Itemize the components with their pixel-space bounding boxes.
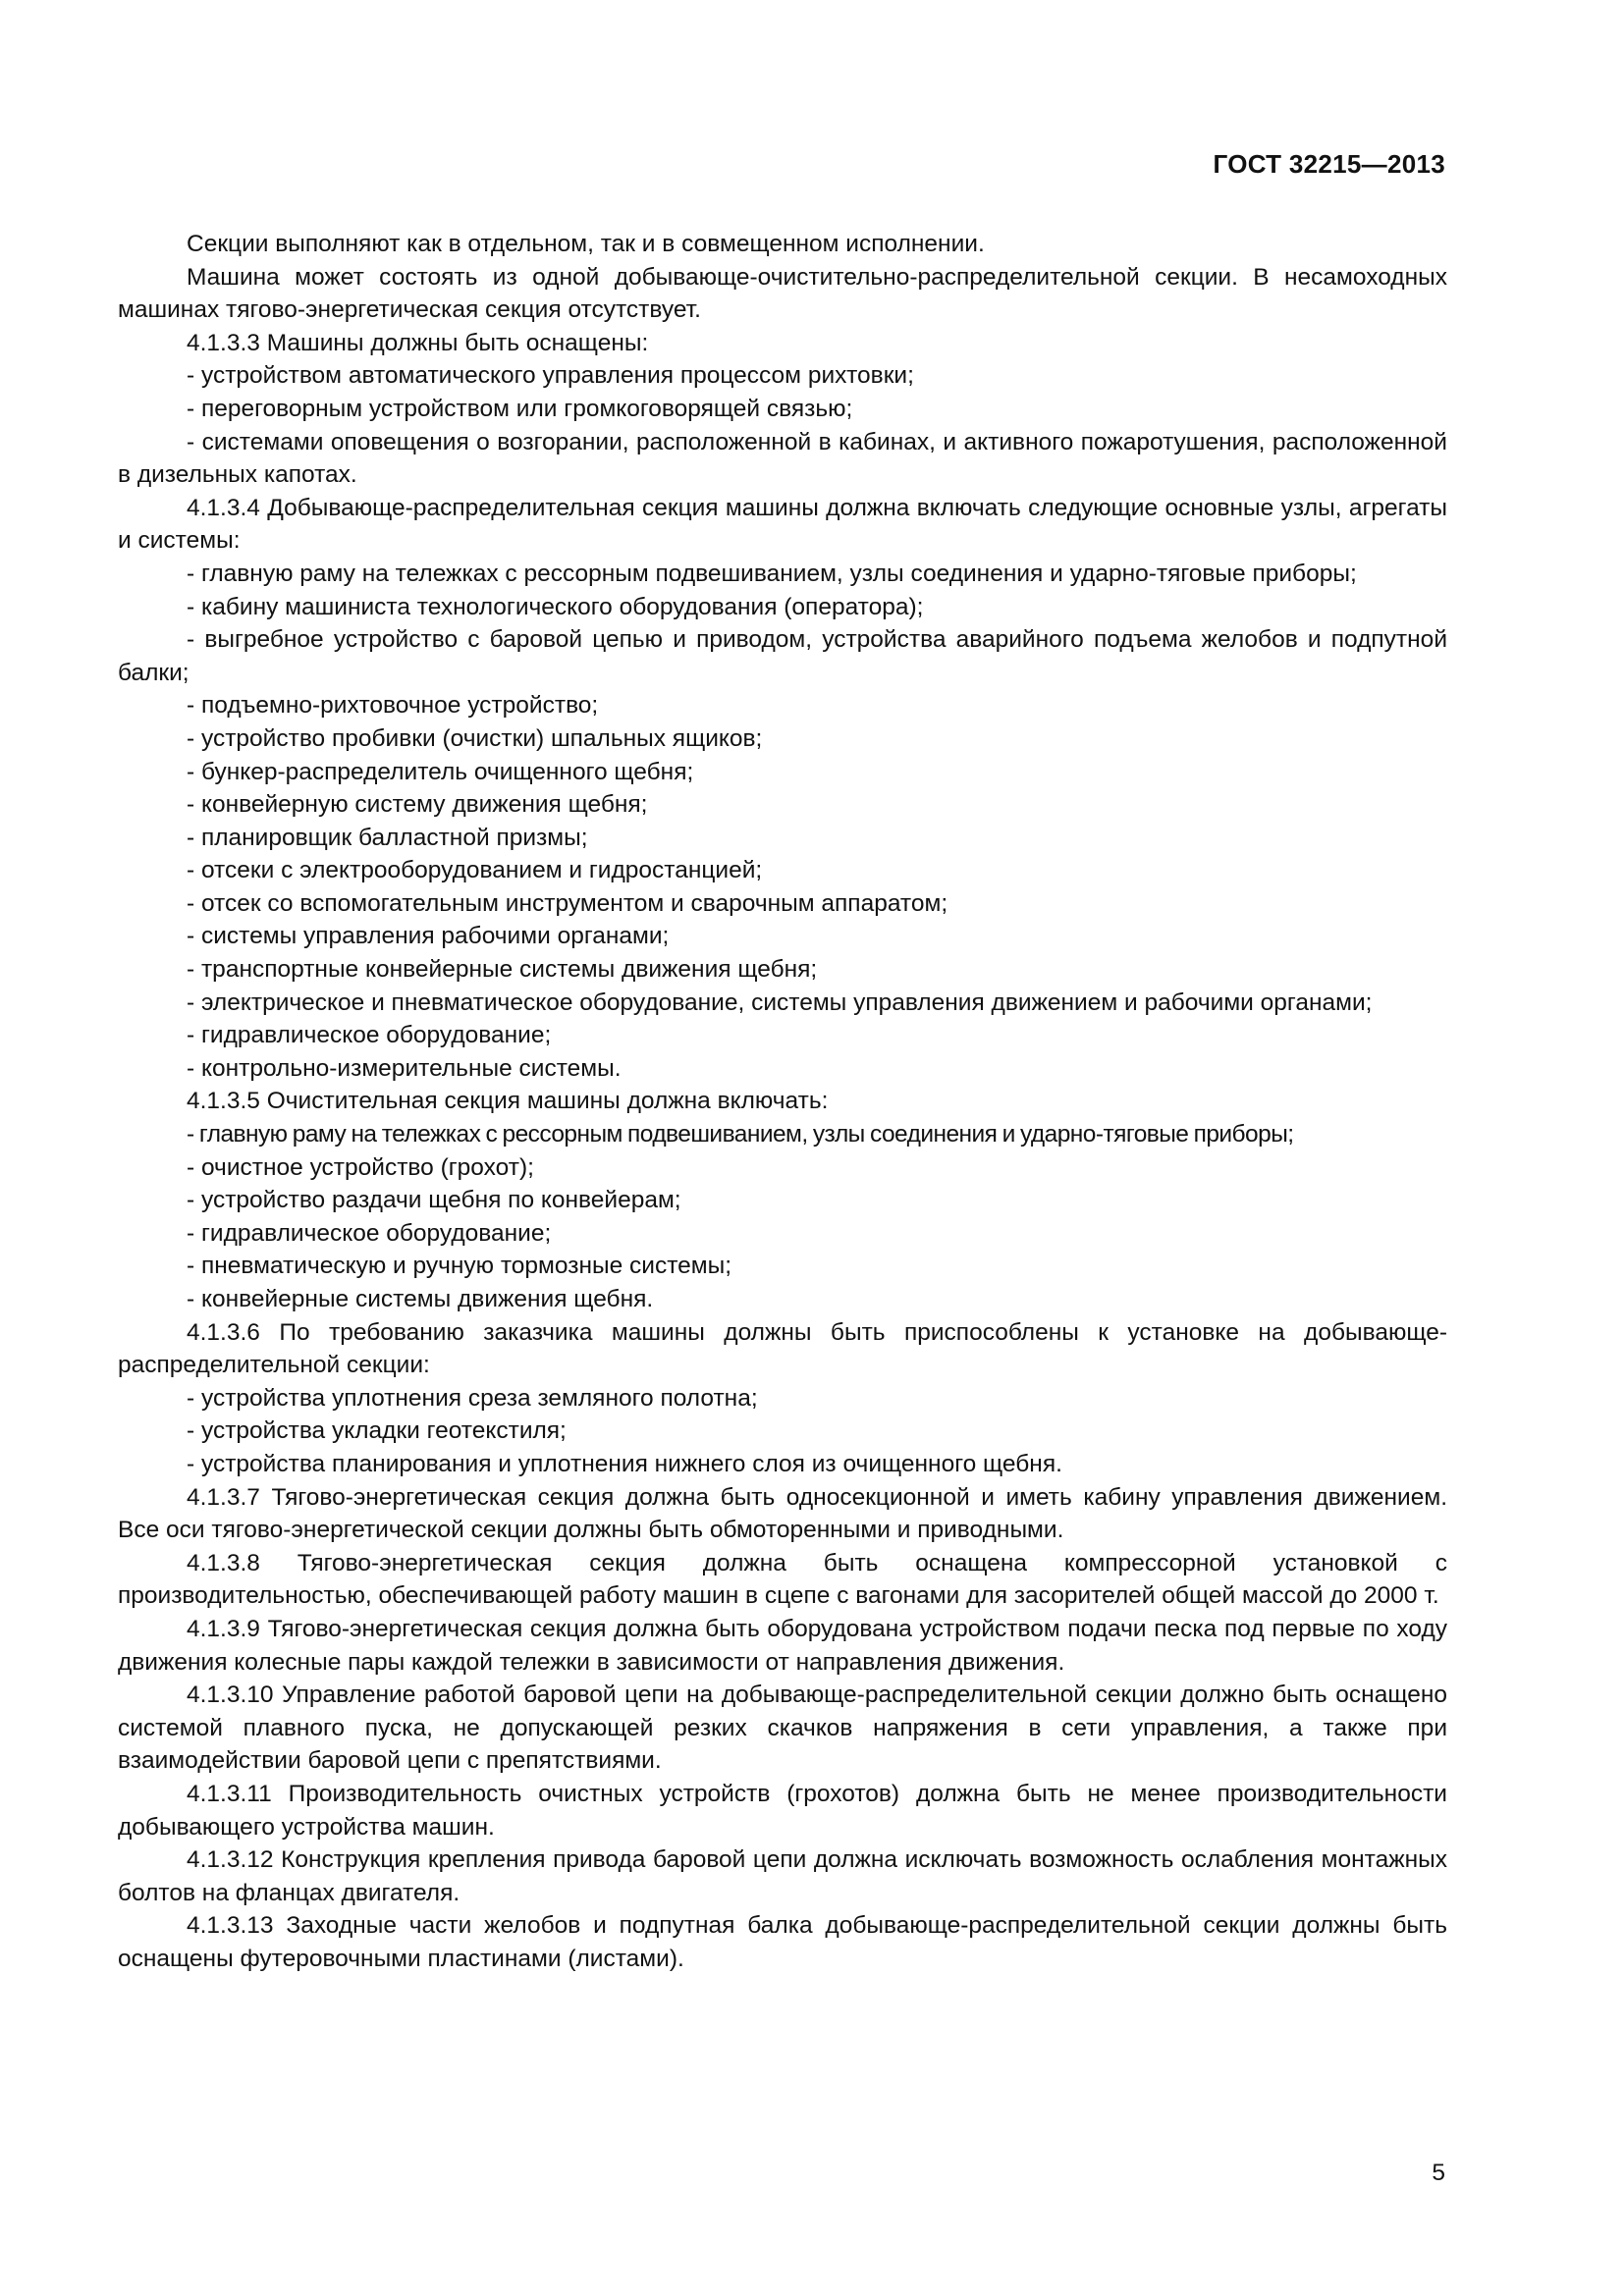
list-item: - гидравлическое оборудование; [187,1022,552,1049]
clause-4-1-3-11: 4.1.3.11 Производительность очистных устройств (грохотов) должна быть не менее производительности добывающего устройства машин. [118,1780,1447,1841]
clause-4-1-3-12: 4.1.3.12 Конструкция крепления привода баровой цепи должна исключать возможность ослабления монтажных болтов на фланцах двигателя. [118,1846,1447,1906]
list-item: - пневматическую и ручную тормозные системы; [187,1253,732,1280]
list-item: - устройства планирования и уплотнения нижнего слоя из очищенного щебня. [187,1450,1062,1477]
list-item: - кабину машиниста технологического оборудования (оператора); [187,593,924,620]
list-item: - переговорным устройством или громкоговорящей связью; [187,395,853,422]
clause-4-1-3-4: 4.1.3.4 Добывающе-распределительная секция машины должна включать следующие основные узлы, агрегаты и системы: [118,494,1447,555]
list-item: - главную раму на тележках с рессорным подвешиванием, узлы соединения и ударно-тяговые приборы; [187,1121,1294,1148]
clause-4-1-3-6: 4.1.3.6 По требованию заказчика машины должны быть приспособлены к установке на добывающе-распределительной секции: [118,1318,1447,1379]
clause-4-1-3-8: 4.1.3.8 Тягово-энергетическая секция должна быть оснащена компрессорной установкой с производительностью, обеспечивающей работу машин в сцепе с вагонами для засорителей общей массой до 2000 т. [118,1549,1447,1610]
clause-4-1-3-5: 4.1.3.5 Очистительная секция машины должна включать: [187,1088,829,1115]
document-body [118,228,1447,1975]
list-item: - главную раму на тележках с рессорным подвешиванием, узлы соединения и ударно-тяговые приборы; [187,560,1357,587]
list-item: - устройства укладки геотекстиля; [187,1417,567,1445]
paragraph: Секции выполняют как в отдельном, так и в совмещенном исполнении. [187,231,985,257]
document-code-header: ГОСТ 32215—2013 [1213,149,1445,179]
list-item: - конвейерные системы движения щебня. [187,1286,654,1312]
list-item: - устройства уплотнения среза земляного полотна; [187,1384,758,1412]
list-item: - гидравлическое оборудование; [187,1219,552,1247]
list-item: - выгребное устройство с баровой цепью и приводом, устройства аварийного подъема желобов и подпутной балки; [118,626,1447,686]
list-item: - отсеки с электрооборудованием и гидростанцией; [187,857,763,884]
list-item: - подъемно-рихтовочное устройство; [187,692,599,720]
list-item: - бункер-распределитель очищенного щебня; [187,758,694,785]
list-item: - контрольно-измерительные системы. [187,1054,622,1082]
paragraph: Машина может состоять из одной добывающе-очистительно-распределительной секции. В несамоходных машинах тягово-энергетическая секция отсутствует. [118,263,1447,324]
list-item: - электрическое и пневматическое оборудование, системы управления движением и рабочими органами; [187,988,1373,1016]
clause-4-1-3-7: 4.1.3.7 Тягово-энергетическая секция должна быть односекционной и иметь кабину управления движением. Все оси тягово-энергетической секции должны быть обмоторенными и приводными. [118,1483,1447,1544]
list-item: - системы управления рабочими органами; [187,923,670,950]
list-item: - транспортные конвейерные системы движения щебня; [187,956,818,984]
page-number: 5 [1432,2160,1445,2186]
clause-4-1-3-9: 4.1.3.9 Тягово-энергетическая секция должна быть оборудована устройством подачи песка под первые по ходу движения колесные пары каждой тележки в зависимости от направления движения. [118,1615,1447,1676]
list-item: - устройством автоматического управления процессом рихтовки; [187,362,914,390]
list-item: - устройство раздачи щебня по конвейерам; [187,1187,681,1214]
list-item: - планировщик балластной призмы; [187,824,588,851]
list-item: - очистное устройство (грохот); [187,1153,534,1181]
clause-4-1-3-3: 4.1.3.3 Машины должны быть оснащены: [187,329,649,356]
list-item: - системами оповещения о возгорании, расположенной в кабинах, и активного пожаротушения, расположенной в дизельных капотах. [118,428,1447,489]
clause-4-1-3-13: 4.1.3.13 Заходные части желобов и подпутная балка добывающе-распределительной секции должны быть оснащены футеровочными пластинами (листами). [118,1912,1447,1972]
list-item: - устройство пробивки (очистки) шпальных ящиков; [187,724,763,752]
list-item: - отсек со вспомогательным инструментом и сварочным аппаратом; [187,889,948,917]
list-item: - конвейерную систему движения щебня; [187,791,648,819]
clause-4-1-3-10: 4.1.3.10 Управление работой баровой цепи на добывающе-распределительной секции должно быть оснащено системой плавного пуска, не допускающей резких скачков напряжения в сети управления, а также при взаимодействии баровой цепи с препятствиями. [118,1682,1447,1775]
